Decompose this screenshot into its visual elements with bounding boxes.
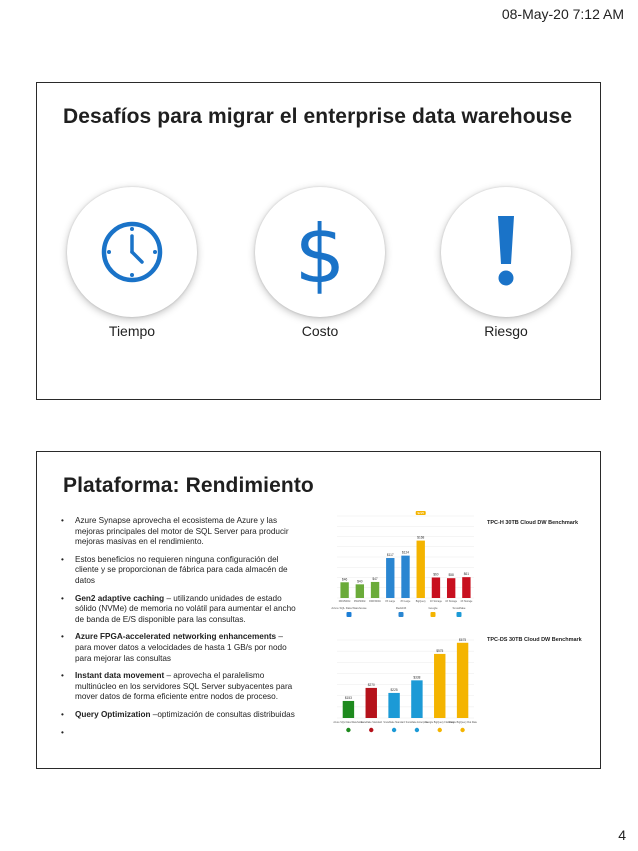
category-label: 8X Large (400, 600, 411, 603)
bullet-bold: Gen2 adaptive caching (75, 593, 165, 603)
category-label: Google BigQuery Flat Rate (448, 721, 477, 724)
vendor-logo-icon (415, 728, 419, 732)
bullet-text: –optimización de consultas distribuidas (150, 709, 295, 719)
tpch-chart-title: TPC-H 30TB Cloud DW Benchmark (487, 520, 579, 526)
dollar-icon (290, 210, 350, 294)
vendor-logo-icon (460, 728, 464, 732)
vendor-logo-icon (438, 728, 442, 732)
bar-value-label: $168 (417, 535, 425, 540)
bar (432, 578, 440, 599)
bar (434, 654, 445, 718)
category-label: 8X Large (385, 600, 396, 603)
bullet-item (61, 594, 301, 626)
bar (356, 584, 364, 598)
page-number: 4 (618, 827, 626, 843)
bullet-bold: Instant data movement (75, 671, 165, 681)
bullet-bold: Azure FPGA-accelerated networking enhancements (75, 632, 277, 642)
vendor-logo-icon (431, 612, 436, 617)
tpcds-chart (319, 634, 479, 738)
bullet-dot: • (61, 709, 64, 719)
category-label: Google BigQuery Flat Rate (425, 721, 455, 724)
bar (417, 541, 425, 598)
cost-label: Costo (301, 323, 339, 339)
vendor-group-label: Redshift (395, 606, 407, 610)
slide-performance (36, 451, 601, 769)
bullet-text: – aprovecha el paralelismo multinúcleo en los servidores SQL Server subyacentes para mover datos de forma eficiente entre nodos de proceso. (75, 671, 293, 702)
header-datetime: 08-May-20 7:12 AM (501, 6, 624, 22)
category-label: 4X Storage (445, 600, 458, 603)
vendor-logo-icon (457, 612, 462, 617)
bullet-item (61, 632, 301, 664)
vendor-group-label: Google (428, 606, 438, 610)
bar-value-label: $270 (367, 682, 375, 687)
bar (388, 693, 399, 718)
category-label: Snowflake Standard (383, 721, 405, 724)
bar-value-label: $61 (463, 572, 470, 577)
time-label: Tiempo (108, 323, 156, 339)
bullet-list (61, 516, 301, 737)
bar (343, 701, 354, 718)
category-label: 4X Storage (460, 600, 473, 603)
category-label: DW15000c (353, 600, 366, 603)
bar (457, 643, 468, 718)
category-label: DW15000c (369, 600, 381, 603)
bullet-dot: • (61, 516, 64, 525)
bar-value-label: $117 (386, 553, 394, 558)
bar-value-label: $225 (390, 687, 398, 692)
bullet-item (61, 555, 301, 587)
tpcds-chart-title: TPC-DS 30TB Cloud DW Benchmark (487, 637, 582, 643)
svg-text:$: $ (294, 210, 346, 294)
bullet-dot: • (61, 727, 64, 737)
time-circle (67, 187, 197, 317)
category-label: 4X Storage (429, 600, 442, 603)
slide-challenges (36, 82, 601, 400)
vendor-logo-icon (347, 612, 352, 617)
category-label: BigQuery (415, 600, 426, 603)
vendor-logo-icon (392, 728, 396, 732)
highlight-value-label: $225 (417, 511, 425, 515)
bar-value-label: $575 (436, 648, 444, 653)
bullet-text: Estos beneficios no requieren ninguna configuración del cliente y se proporcionan de fábrica para cada almacén de datos (75, 554, 288, 585)
bar-value-label: $47 (372, 576, 378, 581)
tpch-chart (319, 510, 479, 628)
bar-value-label: $153 (344, 695, 352, 700)
risk-circle (441, 187, 571, 317)
bullet-text: – para mover datos a velocidades de hasta 1 GB/s por nodo para mejorar las consultas (75, 632, 287, 663)
vendor-group-label: Snowflake (452, 606, 466, 610)
bar-value-label: $124 (401, 550, 410, 555)
risk-label: Riesgo (484, 323, 528, 339)
bar-value-label: $338 (413, 675, 421, 680)
category-label: Snowflake Standard (360, 721, 382, 724)
bar (447, 578, 455, 598)
vendor-group-label: Azure SQL Data Warehouse (331, 606, 367, 610)
bullet-item (61, 516, 301, 548)
bullet-bold: Query Optimization (75, 709, 151, 719)
clock-icon (100, 220, 164, 284)
vendor-logo-icon (346, 728, 350, 732)
cost-circle (255, 187, 385, 317)
bar-value-label: $40 (357, 579, 363, 584)
exclamation-icon (491, 212, 521, 292)
bullet-text: – utilizando unidades de estado sólido (NVMe) de memoria no volátil para aumentar el ancho de banda de E/S disponible para las consultas. (75, 593, 296, 624)
bullet-item (61, 710, 301, 721)
bar (340, 582, 348, 598)
bullet-dot: • (61, 593, 64, 603)
category-label: DW15000c (338, 600, 351, 603)
slide-title: Plataforma: Rendimiento (63, 474, 314, 497)
vendor-logo-icon (369, 728, 373, 732)
slide-title: Desafíos para migrar el enterprise data warehouse (63, 105, 573, 128)
bar-value-label: $58 (448, 573, 454, 578)
bullet-dot: • (61, 554, 64, 564)
bar-value-label: $60 (433, 572, 439, 577)
category-label: Snowflake Enterprise (405, 721, 429, 724)
bar (366, 688, 377, 718)
bullet-item (61, 671, 301, 703)
bar-value-label: $675 (459, 637, 467, 642)
bar (371, 582, 379, 598)
bar (411, 680, 422, 718)
bullet-dot: • (61, 671, 64, 681)
bullet-text: Azure Synapse aprovecha el ecosistema de Azure y las mejoras principales del motor de SQL Server para producir mejoras masivas en el rendimiento. (75, 516, 289, 547)
category-label: Azure SQL Data Warehouse (333, 721, 364, 724)
bar (401, 556, 409, 598)
bar (386, 558, 394, 598)
vendor-logo-icon (399, 612, 404, 617)
bullet-dot: • (61, 632, 64, 642)
bar (462, 577, 470, 598)
bar-value-label: $46 (341, 577, 348, 582)
